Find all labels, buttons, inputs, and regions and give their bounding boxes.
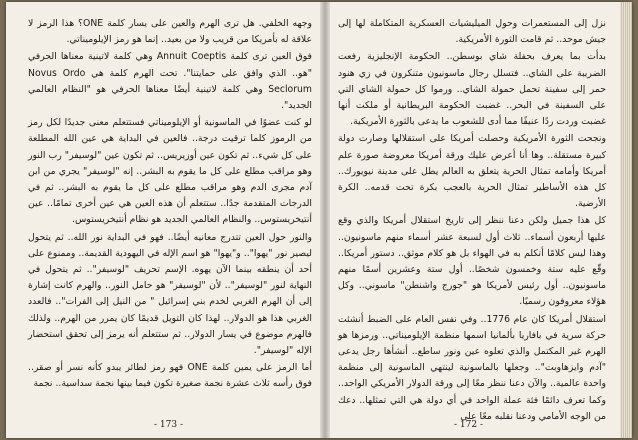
right-paragraph-5: استقلال أمريكا كان عام 1776.. وفي نفس العام على الضبط أنشئت حركة سرية في بافاريا بألمانيا اسمها منظمة الإيلوميناتي.. ورمزها هو الهرم غير المكتمل والذي تعلوه عين ونور ساطع.. أنشأها رجل يدعى "آدم وايزهاوبت".. وجعلها بالماسونية لينتهي الماسونية إلى منظمة واحدة عالمية.. والآن دعنا ننظر معًا إلى ورقة الدولار الأمريكي الواحد.. وكما تعرف دائمًا فئة عملة الواحد في أي دولة هي التي تمثلها.. دعك من الوجه الأمامي ودعنا نقلبه معًا على (338, 313, 606, 422)
book-spine (320, 2, 330, 438)
left-paragraph-5: أما الرمز على يمين كلمة ONE فهو رمز لطائر يبدو كأنه نسر أو صقر.. فوق رأسه ثلاث عشرة نجمة صغيرة تكون فيما بينها نجمة سداسية.. نجمة (28, 362, 312, 390)
left-page-text (28, 16, 312, 416)
right-paragraph-3: ونجحت الثورة الأمريكية وحصلت أمريكا على استقلالها وصارت دولة كبيرة مستقلة.. وها أنا أعرض عليك ورقة أمريكا معروضة صورة علم أمريكا وأمامه تمثال الحرية يتعلق به العالم يطل على مدينة نيويورك.. كل هذه الأساطير تمثال الحرية بالعجب بكرة تحت قدمه.. الكرة الأرضية. (338, 133, 606, 210)
right-paragraph-1: نزل إلى المستعمرات وحول الميليشيات العسكرية المتكاملة لها إلى جيش موحد.. ثم قامت الثورة الأمريكية. (338, 18, 606, 46)
book-spread (6, 2, 632, 438)
left-paragraph-2: فوق العين ترى كلمة Annuit Coeptis وهي كلمة لاتينية معناها الحرفي "هو.. الذي وافق على حمايتنا". تحت الهرم كلمة هي Novus Ordo Seclorum وهي كلمة لاتينية أيضًا معناها الحرفي هو "النظام العالمي الجديد". (28, 51, 312, 112)
right-page-text (338, 16, 606, 422)
left-paragraph-3: لو كنت عضوًا في الماسونية أو الإيلوميناتي فستتعلم معنى جديدًا لكل رمز من الرموز كلما ترقيت درجة.. فالعين في البداية هي عين الله المطلعة على كل شيء.. ثم تكون عين أوزيريس.. ثم تكون عين "لوسيفر" رب النور وهو مراقب مطلع على كل ما يقوم به البشر.. إنه "لوسيفر" يجري من ابن آدم مجرى الدم وهو مراقب مطلع على كل ما يقوم به البشر.. ثم في الدرجات المتقدمة جدًا.. ستتعلم أن هذه العين هي عين أخرى تمامًا.. عين أنتيخريستوس.. والنظام العالمي الجديد هو نظام أنتيخريستوس. (28, 117, 312, 226)
left-paragraph-4: والنور حول العين تتدرج معانيه أيضًا.. فهو في البداية نور الله.. ثم يتحول ليصير نور "يهوا".. و"يهوا" هو اسم الإله في اليهودية القديمة.. وممنوع على أحد أن ينطقه بينما الآن يهوه. الإسم تحريف "لوسيفر".. ثم يتحول في النهاية لنور "لوسيفر".. لأن "لوسيفر" هو حامل النور.. والهرم كانت إشارة إلى أن الهرم الغربي لخدم بني إسرائيل " من النيل إلى الفرات".. فالعدد الغربي هذا هو الدولار.. لهذا كان التويل قديمًا كان يمرر من الهرم.. ولذلك فالهرم موضوع في يسار الدولار.. ثم ستتعلم أنه يرمز إلى تحقق استحضار الإله "لوسيفر". (28, 231, 312, 357)
right-paragraph-2: بدأت بما يعرف بحفلة شاي بوسطن.. الحكومة الإنجليزية رفعت الضريبة على الشاي.. فتسلل رجال ماسونيون متنكرون في زي هنود حمر إلى سفينة تحمل حمولة الشاي.. ورموا كل حمولة الشاي التي على السفينة في البحر.. غضبت الحكومة البريطانية أو ملكت أنها غضبت وردت ردًا عنيفًا مما أدى للشعوب ما يدعى بالثورة الأمريكية. (338, 51, 606, 128)
right-page-number: - 172 - (454, 420, 483, 430)
left-page-number: - 173 - (154, 420, 183, 430)
page-edges (620, 2, 632, 438)
right-paragraph-4: كل هذا جميل ولكن دعنا ننظر إلى تاريخ استقلال أمريكا والذي وقع عليها أربعون أسماء.. ثلاث أول لسبعة عشر أسماء منهم ماسونيون.. وهذا ليس كلامًا أتكلم به في الهواء بل هو كلام موثق.. دستور أمريكا.. وقّع عليه ستة وخمسون شخصًا.. أول ستة وعشرين أسمًا منهم ماسونيون.. أول رئيس لأمريكا هو "جورج واشنطن" ماسوني.. وكل هؤلاء معروفون رسميًا. (338, 215, 606, 308)
left-paragraph-1: وجهه الخلفي. هل ترى الهرم والعين على يسار كلمة ONE؟ هذا الرمز لا علاقة له بأمريكا من قريب ولا من بعيد.. إنما هو رمز الإيلوميناتي. (28, 18, 312, 46)
